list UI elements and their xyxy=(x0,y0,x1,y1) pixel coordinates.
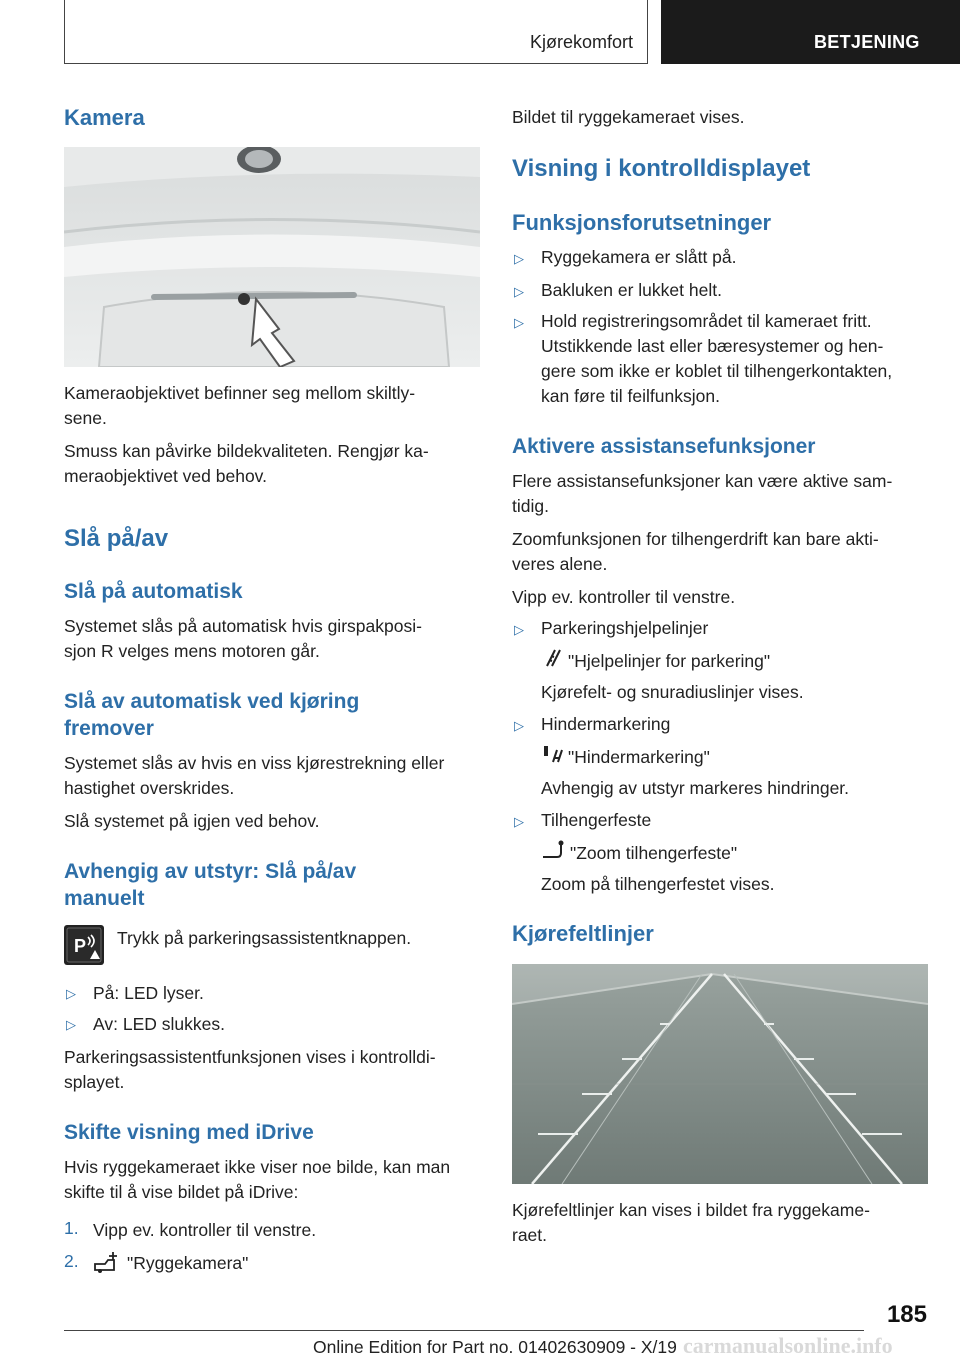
av-paragraph-1: Systemet slås av hvis en viss kjørestrekning eller xyxy=(64,753,445,773)
funk-bullet-3d: kan føre til feilfunksjon. xyxy=(541,386,720,406)
manuelt-heading-line1: Avhengig av utstyr: Slå på/av xyxy=(64,860,357,883)
auto-heading: Slå på automatisk xyxy=(64,580,243,603)
option-2-menu: "Hindermarkering" xyxy=(568,747,710,767)
vipp-paragraph: Vipp ev. kontroller til venstre. xyxy=(512,587,736,607)
aktivere-paragraph-2: tidig. xyxy=(512,496,549,516)
zoom-paragraph-1: Zoomfunksjonen for tilhengerdrift kan bare akti‐ xyxy=(512,529,879,549)
header-chapter-label: BETJENING xyxy=(814,32,920,52)
kamera-paragraph-2a: Smuss kan påvirke bildekvaliteten. Rengjør ka‐ xyxy=(64,441,429,461)
lanes-heading: Kjørefeltlinjer xyxy=(512,921,654,946)
bullet-triangle-icon: ▷ xyxy=(514,315,524,330)
bullet-triangle-icon: ▷ xyxy=(514,814,524,829)
park-paragraph-2: splayet. xyxy=(64,1072,125,1092)
idrive-paragraph-1: Hvis ryggekameraet ikke viser noe bilde, kan man xyxy=(64,1157,451,1177)
option-3-label: Tilhengerfeste xyxy=(541,810,652,830)
aktivere-paragraph-1: Flere assistansefunksjoner kan være aktive sam‐ xyxy=(512,471,893,491)
bullet-off: Av: LED slukkes. xyxy=(93,1014,225,1034)
header-section-label: Kjørekomfort xyxy=(529,32,633,52)
bullet-triangle-icon: ▷ xyxy=(514,622,524,637)
manuelt-paragraph: Trykk på parkeringsassistentknappen. xyxy=(117,928,412,948)
option-1-menu: "Hjelpelinjer for parkering" xyxy=(568,651,771,671)
option-2-label: Hindermarkering xyxy=(541,714,671,734)
footer-edition: Online Edition for Part no. 01402630909 - X/19 xyxy=(313,1337,677,1357)
parking-lines-icon xyxy=(541,646,565,675)
option-1-label: Parkeringshjelpelinjer xyxy=(541,618,709,638)
slaa-heading: Slå på/av xyxy=(64,525,169,552)
bullet-triangle-icon: ▷ xyxy=(514,251,524,266)
option-1-desc: Kjørefelt- og snuradiuslinjer vises. xyxy=(541,682,804,702)
header-section-tab xyxy=(64,0,648,64)
step-1-number: 1. xyxy=(64,1218,79,1238)
rear-camera-icon xyxy=(93,1250,121,1279)
step-1-text: Vipp ev. kontroller til venstre. xyxy=(93,1220,317,1240)
footer-divider xyxy=(64,1330,864,1331)
bullet-on: På: LED lyser. xyxy=(93,983,204,1003)
idrive-paragraph-2: skifte til å vise bildet på iDrive: xyxy=(64,1182,299,1202)
auto-paragraph-1: Systemet slås på automatisk hvis girspakposi‐ xyxy=(64,616,422,636)
step-2-text: "Ryggekamera" xyxy=(127,1253,249,1273)
bullet-triangle-icon: ▷ xyxy=(66,986,76,1001)
option-2-desc: Avhengig av utstyr markeres hindringer. xyxy=(541,778,850,798)
funk-bullet-3c: gere som ikke er koblet til tilhengerkontakten, xyxy=(541,361,893,381)
lane-lines-photo xyxy=(512,964,928,1184)
obstacle-marking-icon xyxy=(541,742,565,771)
manuelt-heading-line2: manuelt xyxy=(64,887,145,910)
funk-bullet-1: Ryggekamera er slått på. xyxy=(541,247,737,267)
av-paragraph-2: hastighet overskrides. xyxy=(64,778,235,798)
auto-paragraph-2: sjon R velges mens motoren går. xyxy=(64,641,320,661)
lanes-paragraph-1: Kjørefeltlinjer kan vises i bildet fra ryggekame‐ xyxy=(512,1200,870,1220)
camera-photo xyxy=(64,147,480,367)
funk-heading: Funksjonsforutsetninger xyxy=(512,210,772,235)
funk-bullet-2: Bakluken er lukket helt. xyxy=(541,280,722,300)
bullet-triangle-icon: ▷ xyxy=(66,1017,76,1032)
bullet-triangle-icon: ▷ xyxy=(514,284,524,299)
option-3-desc: Zoom på tilhengerfestet vises. xyxy=(541,874,775,894)
right-intro: Bildet til ryggekameraet vises. xyxy=(512,107,745,127)
funk-bullet-3a: Hold registreringsområdet til kameraet fritt. xyxy=(541,311,872,331)
kamera-paragraph-1a: Kameraobjektivet befinner seg mellom skiltly‐ xyxy=(64,383,416,403)
av-paragraph-3: Slå systemet på igjen ved behov. xyxy=(64,811,320,831)
visning-heading: Visning i kontrolldisplayet xyxy=(512,155,811,182)
watermark: carmanualsonline.info xyxy=(683,1333,893,1358)
park-paragraph-1: Parkeringsassistentfunksjonen vises i kontrolldi‐ xyxy=(64,1047,436,1067)
step-2-number: 2. xyxy=(64,1251,79,1271)
zoom-paragraph-2: veres alene. xyxy=(512,554,608,574)
option-3-menu: "Zoom tilhengerfeste" xyxy=(570,843,738,863)
kamera-paragraph-2b: meraobjektivet ved behov. xyxy=(64,466,267,486)
av-heading-line1: Slå av automatisk ved kjøring xyxy=(64,690,360,713)
svg-text:P: P xyxy=(74,936,87,956)
parking-assistant-button-icon xyxy=(64,925,104,965)
kamera-paragraph-1b: sene. xyxy=(64,408,107,428)
aktivere-heading: Aktivere assistansefunksjoner xyxy=(512,435,816,458)
av-heading-line2: fremover xyxy=(64,717,154,740)
page-number: 185 xyxy=(886,1301,927,1328)
idrive-heading: Skifte visning med iDrive xyxy=(64,1121,314,1144)
kamera-heading: Kamera xyxy=(64,105,145,130)
lanes-paragraph-2: raet. xyxy=(512,1225,548,1245)
bullet-triangle-icon: ▷ xyxy=(514,718,524,733)
funk-bullet-3b: Utstikkende last eller bæresystemer og hen‐ xyxy=(541,336,884,356)
header-chapter-tab xyxy=(661,0,960,64)
trailer-hitch-icon xyxy=(541,839,565,868)
